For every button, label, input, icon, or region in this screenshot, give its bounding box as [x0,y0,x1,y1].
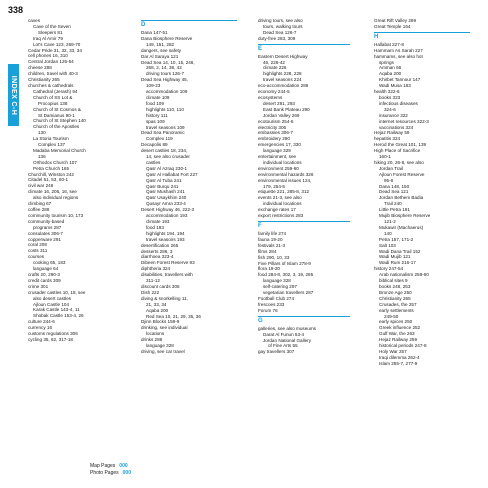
index-subentry: Cathedral (Jerash) 94 [33,88,78,94]
index-subentry: infectious diseases [379,100,418,106]
index-subentry: Cave of the Seven [33,23,71,29]
index-entry: Dana 147-51 [141,30,168,35]
index-entry: Dish 222 [141,289,160,295]
index-subentry: travel seasons 224 [263,77,302,83]
index-entry: environmental issues 124, [258,177,312,183]
index-column-2 [141,18,237,355]
index-subentry: Church of the Apostles [33,124,80,130]
index-subentry: 324-6 [384,106,396,112]
index-entry: crusader castles 10, 18, see [28,289,86,295]
index-entry: Churchill, Winston 242 [28,171,74,177]
index-entry: Five Pillars of Islam 278-9 [258,260,311,266]
index-entry: galleries, see also museums [258,325,316,331]
index-subentry: language 328 [263,278,291,284]
index-entry: caves [28,18,41,23]
index-entry: coral 208 [28,242,47,248]
index-entry: Cedar Pride 31, 32, 33, 34 [28,47,82,53]
index-subentry: Shobak Castle 153-4, 26 [33,313,84,319]
index-entry: Football Club 274 [258,295,295,301]
index-entry: Hallabat 227-8 [374,41,404,47]
index-entry: climbing 67 [28,201,52,207]
index-entry: etiquette 221, 285-8, 312 [258,189,310,195]
index-subentry: La Storia Tourism [33,136,69,142]
index-entry: community tourism 10, 173 [28,212,84,218]
index-entry: Dibeen Forest Reserve 93 [141,260,195,266]
index-subentry: Little Petra 191 [379,207,410,213]
index-subentry: 121-2 [384,219,396,224]
index-subentry: 136 [38,153,46,159]
index-entry: frescoes 233 [258,301,285,307]
index-entry: copperware 291 [28,236,61,242]
index-entry: discount cards 306 [141,283,180,289]
index-subentry: climate 193 [146,219,170,224]
index-entry: family life 274 [258,231,287,236]
index-entry: exchange rates 17 [258,207,296,213]
index-entry: entertainment, see [258,154,297,160]
index-subentry: 149, 151, 282 [146,41,175,47]
index-subentry: Jordan Trail [379,165,404,171]
index-subentry: 311-12 [146,278,160,284]
index-entry: desert castles 18, 234, [141,148,188,154]
index-subentry: Jordan Bethem Badia [379,195,424,201]
index-entry: eco-accommodation 286 [258,83,309,89]
index-subentry: Sleepers 81 [38,29,63,35]
legend-value: 000 [122,470,131,476]
letter-heading [141,20,237,29]
letter-heading-text: H [374,33,379,40]
letter-heading [258,316,350,325]
index-subentry: Qasr Al Hallabat Fort 227 [146,171,198,177]
index-entry: Great Temple 164 [374,23,411,29]
index-entry: Central Jordan 126-54 [28,59,74,65]
index-subentry: Orthodox Church 107 [33,159,77,165]
index-subentry: travel seasons 193 [146,236,185,242]
index-subentry: early spices 250 [379,319,413,325]
index-subentry: East Bank Plateau 290 [263,106,310,112]
index-subentry: Darat Al Funun 53-4 [263,331,305,337]
index-subentry: 140 [384,230,392,236]
index-entry: drinks 288 [141,337,163,343]
index-subentry: driving tours 126-7 [146,71,185,77]
index-entry: culture 244-6 [28,319,55,325]
index-entry: customs regulations 306 [28,331,78,337]
index-subentry: 46, 226-42 [263,59,285,65]
index-entry: Dar Al Saraya 121 [141,53,179,59]
index-subentry: language 64 [33,266,59,272]
index-subentry: Ajloun Castle 104 [33,301,70,307]
index-subentry: Qasr Al Azraq 230-1 [146,165,188,171]
index-subentry: 130 [38,130,46,136]
index-subentry: Gulf War, the 263 [379,331,415,337]
index-subentry: individual locations [263,201,302,207]
index-subentry: vaccinations 324 [379,124,414,130]
index-entry: electricity 306 [258,124,287,130]
index-subentry: insurance 322 [379,112,408,118]
index-subentry: self-catering 297 [263,284,297,290]
letter-heading-text: E [258,45,263,52]
index-subentry: Ajloun Forest Reserve [379,171,425,177]
index-entry: embassies 306-7 [258,130,293,136]
index-entry: climate 16, 206, 16, see [28,189,77,195]
index-subentry: Greek influence 252 [379,325,421,331]
legend-row-map-pages [90,463,131,470]
index-subentry: also individual regions [33,195,79,201]
index-entry: films 284 [258,248,277,254]
index-entry: Hejaz Railway 59 [374,130,410,136]
index-entry: Dead Sea Highway 45, [141,77,188,83]
index-subentry: Arab nationalism 258-60 [379,272,429,278]
index-subentry: books 323 [379,94,401,100]
index-subentry: 268, 2, 14, 38, 42 [146,65,182,71]
page-number: 338 [8,5,24,15]
index-subentry: Hejaz Railway 259 [379,337,418,343]
index-entry: dangers, see safety [141,47,182,53]
index-subentry: Jordan National Gallery [263,337,312,343]
index-subentry: biblical sites 9 [379,278,408,284]
index-subentry: Procopius 138 [38,100,68,106]
index-subentry: desert 291, 293 [263,100,295,106]
index-subentry: Jordan Valley 269 [263,112,300,118]
index-subentry: Wadi Dana Trail 152 [379,248,421,254]
index-entry: embroidery 290 [258,136,290,142]
index-entry: Eastern Desert Highway [258,53,308,59]
index-subentry: Iraq Al Amir 79 [33,35,63,41]
index-subentry: Petra 157, 171-2 [379,236,414,242]
index-subentry: language 328 [146,343,174,349]
index-entry: Herod the Great 101, 139 [374,142,427,148]
index-entry: food 284-8, 302, 3, 19, 285 [258,272,314,278]
index-subentry: vegetarian travellers 287 [263,290,314,296]
index-subentry: cooking 65, 183 [33,260,66,266]
index-subentry: 95-6 [384,177,394,183]
index-subentry: Mujib Biosphere Reserve [379,213,431,219]
index-entry: Decapolis 89 [141,142,168,148]
index-subentry: Salt 103 [379,242,396,248]
index-subentry: food 109 [146,100,164,106]
index-entry: Desert Highway 46, 222-3 [141,207,195,213]
index-subentry: Iraqi dilemma 262-4 [379,354,420,360]
index-entry: desserts 286, 3 [141,248,173,254]
index-subentry: Aqaba 200 [146,307,169,313]
index-entry: courses [28,254,45,260]
index-subentry: also desert castles [33,295,72,301]
index-entry: hiking 20, 26-8, see also [374,159,424,165]
index-subentry: St Damianus 90-1 [38,112,75,118]
letter-heading [258,44,350,53]
index-entry: environment 259-60 [258,165,299,171]
index-subentry: Qusayr Amra 233-4 [146,201,186,207]
index-subentry: Wadi Musa 183 [379,83,411,89]
index-entry: community-based [28,218,65,224]
index-entry: ecotourism 254-5 [258,118,294,124]
index-subentry: Petra Church 165 [33,165,70,171]
index-section-tab [8,64,19,126]
index-subentry: Amman 66 [379,65,402,71]
index-subentry: historical periods 247-8 [379,343,427,349]
legend-row-photo-pages [90,470,131,477]
index-entry: driving, see car travel [141,348,185,354]
index-subentry: Islam 255-7, 277-9 [379,360,418,366]
index-subentry: Dead Sea 126-7 [263,29,297,35]
index-subentry: individual locations [263,159,302,165]
index-subentry: climate 226 [263,65,287,71]
index-entry: Dana Biosphere Reserve [141,35,193,41]
index-entry: disabilities, travellers with [141,272,193,278]
index-subentry: Qasr Mushash 241 [146,189,185,195]
index-column-4 [374,18,470,367]
index-subentry: Mukawir (Machaerus) [379,224,424,230]
index-subentry: locations [146,331,165,337]
index-entry: emergencies 17, 330 [258,142,301,148]
index-entry: economy 244-5 [258,89,290,95]
index-subentry: Complex 137 [38,142,66,148]
index-entry: Forum 76 [258,307,278,313]
index-entry: hammams, see also hot [374,53,423,59]
index-entry: fish 290, 10, 33 [258,254,290,260]
index-entry: health 322-6 [374,89,400,95]
index-entry: crime 301 [28,283,49,289]
index-subentry: accommodation 193 [146,213,188,219]
index-entry: desertification 265 [141,242,179,248]
index-entry: events 21-3, see also [258,195,302,201]
index-entry: crafts 20, 290-3 [28,271,60,277]
index-section-tab-label: INDEX C-H [10,75,18,115]
index-subentry: 109-23 [146,83,161,89]
index-entry: environmental hazards 326 [258,171,314,177]
index-entry: currency 16 [28,325,53,331]
index-entry: diarrhoea 323-4 [141,254,174,260]
index-subentry: Bronze Age 250 [379,289,412,295]
index-subentry: 14, see also crusader [146,154,190,160]
index-entry: Djinn Blocks 159-9 [141,319,180,325]
index-subentry: travel seasons 109 [146,124,185,130]
index-subentry: 21, 33, 34 [146,301,167,307]
index-subentry: Lot's Cave 123, 269-70 [33,41,81,47]
legend-label: Map Pages [90,463,116,469]
index-subentry: food 193 [146,224,164,230]
index-subentry: Church of St Cosmos & [33,106,81,112]
index-entry: Great Rift Valley 269 [374,18,417,23]
index-entry: gay travellers 307 [258,349,295,355]
index-entry: duty-free 283, 309 [258,35,296,41]
index-entry: consulates 306-7 [28,230,63,236]
index-entry: children, travel with 40-3 [28,71,78,77]
letter-heading-text: F [258,223,262,229]
index-subentry: castles [146,159,161,165]
index-entry: High Place of Sacrifice [374,148,421,154]
index-subentry: highlights 228, 228 [263,71,302,77]
index-subentry: history 111 [146,112,168,118]
index-entry: cycling 35, 62, 317-18 [28,336,73,342]
index-subentry: books 248, 253 [379,283,411,289]
legend-label: Photo Pages [90,470,119,476]
index-entry: flora 19-20 [258,266,280,272]
index-subentry: of Fine Arts 55 [268,343,298,349]
index-subentry: 249-50 [384,313,399,319]
index-subentry: Karak Castle 143-4, 11 [33,307,80,313]
index-entry: cheese 288 [28,65,52,71]
index-subentry: Wadi Mujib 121 [379,254,411,260]
letter-heading [374,32,470,41]
index-entry: drinking, see individual [141,325,188,331]
index-entry: credit cards 309 [28,277,61,283]
index-subentry: tours, walking tours [263,23,303,29]
index-subentry: 179, 254-5 [263,183,285,189]
index-subentry: Aqaba 200 [379,71,402,77]
index-subentry: Dead Sea 121 [379,189,409,195]
index-entry: driving tours, see also [258,18,303,23]
index-subentry: Church of SS Lot & [33,94,73,100]
page-legend [90,463,131,477]
index-subentry: Qasr Usaykhim 240 [146,195,187,201]
index-subentry: programs 287 [33,224,62,230]
index-subentry: climate 109 [146,94,170,100]
index-subentry: springs [379,59,394,65]
index-entry: diphtheria 324 [141,266,171,272]
index-entry: Christianity 265 [28,77,60,83]
index-entry: Dead Sea Panoramic [141,130,185,136]
letter-heading-text: G [258,317,263,324]
legend-value: 000 [119,463,128,469]
index-subentry: Church of St Stephen 140 [33,118,86,124]
index-entry: coffee 288 [28,207,50,212]
index-subentry: Qasr Al Tuba 241 [146,177,182,183]
index-subentry: Christianity 265 [379,295,411,301]
index-column-1 [28,18,118,343]
index-subentry: Trail 240 [384,201,402,207]
letter-heading-text: D [141,22,146,28]
index-entry: ecosystems [258,94,283,100]
index-subentry: Qasr Burqu 241 [146,183,179,189]
index-subentry: Wadi Rum 216-17 [379,260,416,266]
index-subentry: Madaba Memorial Church [33,147,86,153]
index-entry: diving & snorkelling 11, [141,295,188,301]
index-subentry: Khirbet Tannour 147 [379,77,421,83]
index-subentry: language 329 [263,148,291,154]
index-entry: hepatitis 324 [374,136,401,142]
index-entry: Hammam As Sarah 227 [374,47,423,53]
index-entry: export restrictions 283 [258,213,304,219]
index-subentry: spas 109 [146,118,165,124]
index-subentry: early settlements [379,307,414,313]
index-subentry: 160-1 [379,154,391,160]
index-subentry: Red Sea 10, 21, 29, 35, 36 [146,313,201,319]
index-entry: churches & cathedrals [28,82,74,88]
index-column-3 [258,18,350,355]
index-subentry: Dana 148, 150 [379,183,410,189]
index-entry: history 247-54 [374,266,404,272]
letter-heading [258,221,350,230]
index-subentry: highlights 194, 194 [146,230,185,236]
index-subentry: Complex 119 [146,136,173,142]
index-entry: Dead Sea 14, 10, 15, 246, [141,59,195,65]
index-subentry: highlights 110, 110 [146,106,184,112]
index-entry: civil war 246 [28,183,54,189]
index-subentry: Crusades, the 257 [379,301,417,307]
index-entry: cell phones 16, 310 [28,53,68,59]
index-subentry: internet resources 322-3 [379,118,429,124]
index-entry: costs 311 [28,248,48,254]
index-subentry: Holy War 257 [379,348,407,354]
index-subentry: accommodation 109 [146,89,188,95]
index-entry: Citadel 51, 53, 60-1 [28,177,69,183]
index-entry: festivals 21-3 [258,242,286,248]
index-entry: fauna 19-20 [258,236,283,242]
